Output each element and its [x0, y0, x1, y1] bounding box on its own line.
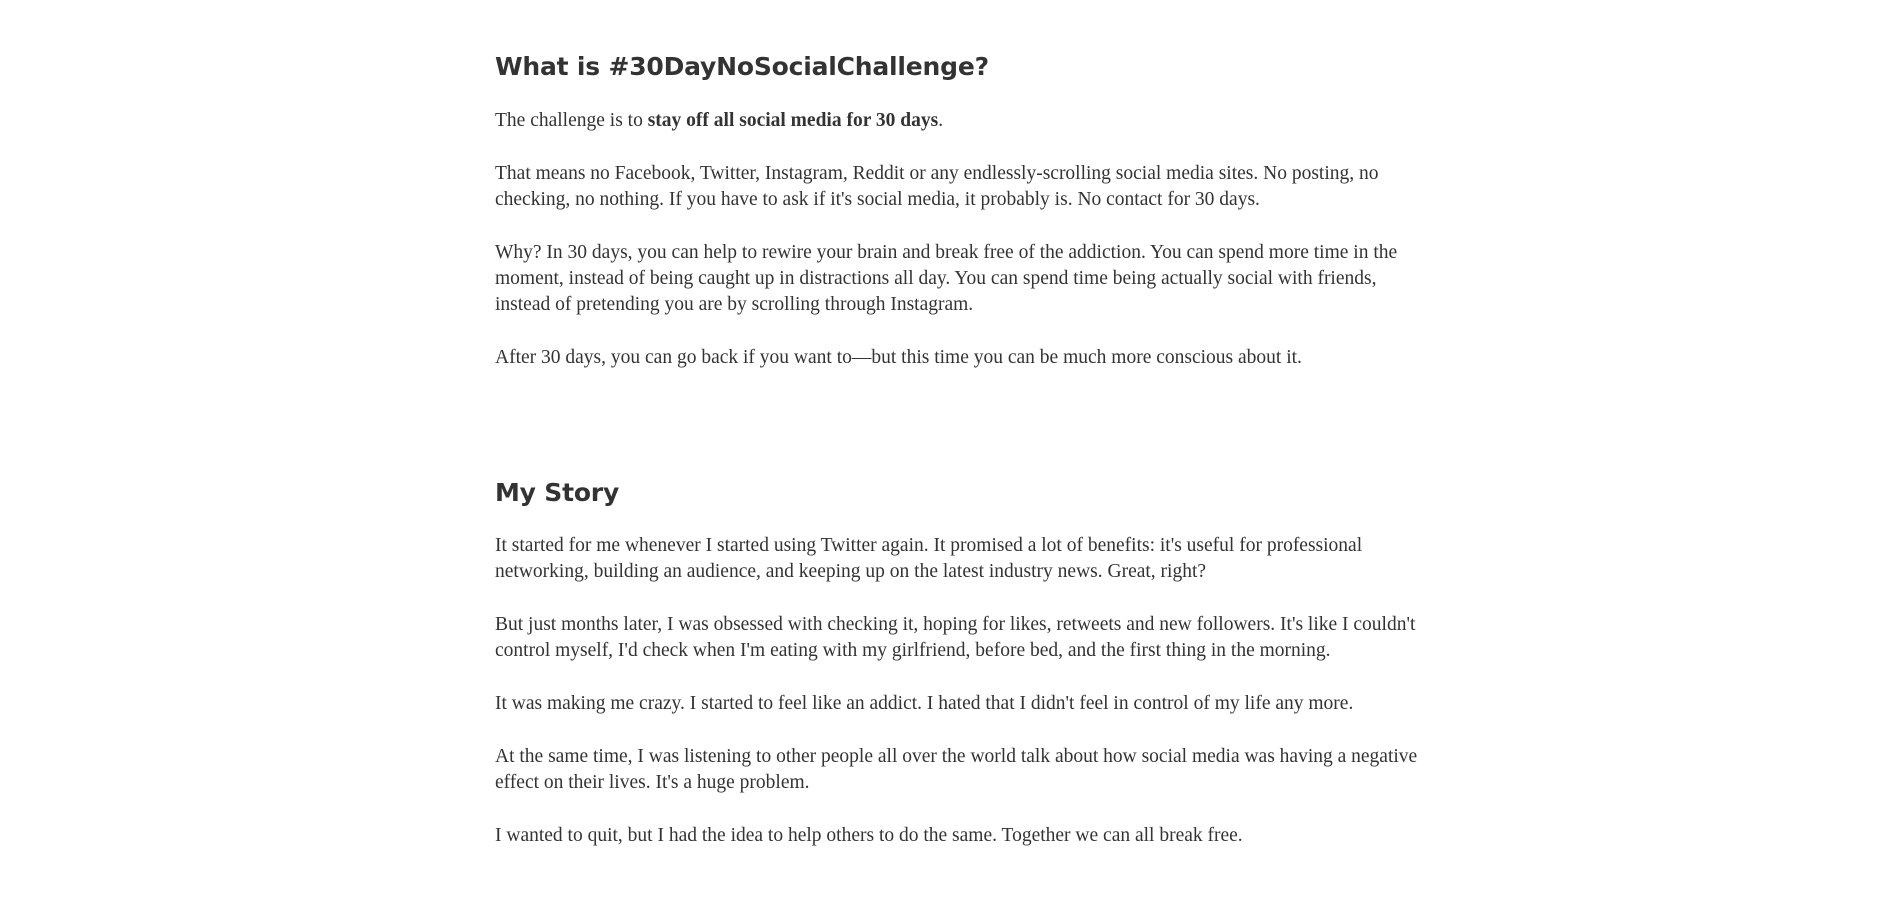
- challenge-intro-prefix: The challenge is to: [495, 110, 648, 131]
- challenge-heading: What is #30DayNoSocialChallenge?: [495, 52, 989, 81]
- story-paragraph: It started for me whenever I started using Twitter again. It promised a lot of benefits: it's useful for professional networking, building an audience, and keeping up on the latest industry news. Great, right?: [495, 535, 1363, 582]
- story-paragraph: It was making me crazy. I started to feel like an addict. I hated that I didn't feel in control of my life any more.: [495, 693, 1354, 714]
- story-paragraph: At the same time, I was listening to other people all over the world talk about how social media was having a negative effect on their lives. It's a huge problem.: [495, 746, 1418, 793]
- challenge-intro: [495, 108, 943, 134]
- challenge-paragraph: That means no Facebook, Twitter, Instagram, Reddit or any endlessly-scrolling social media sites. No posting, no checking, no nothing. If you have to ask if it's social media, it probably is. No contact for 30 days.: [495, 163, 1379, 210]
- challenge-intro-suffix: .: [938, 110, 944, 131]
- story-heading: My Story: [495, 478, 620, 507]
- challenge-paragraph: Why? In 30 days, you can help to rewire your brain and break free of the addiction. You can spend more time in the moment, instead of being caught up in distractions all day. You can spend time being actually social with friends, instead of pretending you are by scrolling through Instagram.: [495, 242, 1398, 315]
- story-paragraph: But just months later, I was obsessed with checking it, hoping for likes, retweets and new followers. It's like I couldn't control myself, I'd check when I'm eating with my girlfriend, before bed, and the first thing in the morning.: [495, 614, 1416, 661]
- challenge-intro-bold: stay off all social media for 30 days: [647, 110, 939, 131]
- story-paragraph: I wanted to quit, but I had the idea to help others to do the same. Together we can all break free.: [495, 825, 1243, 846]
- challenge-paragraph: After 30 days, you can go back if you want to—but this time you can be much more conscious about it.: [495, 347, 1302, 368]
